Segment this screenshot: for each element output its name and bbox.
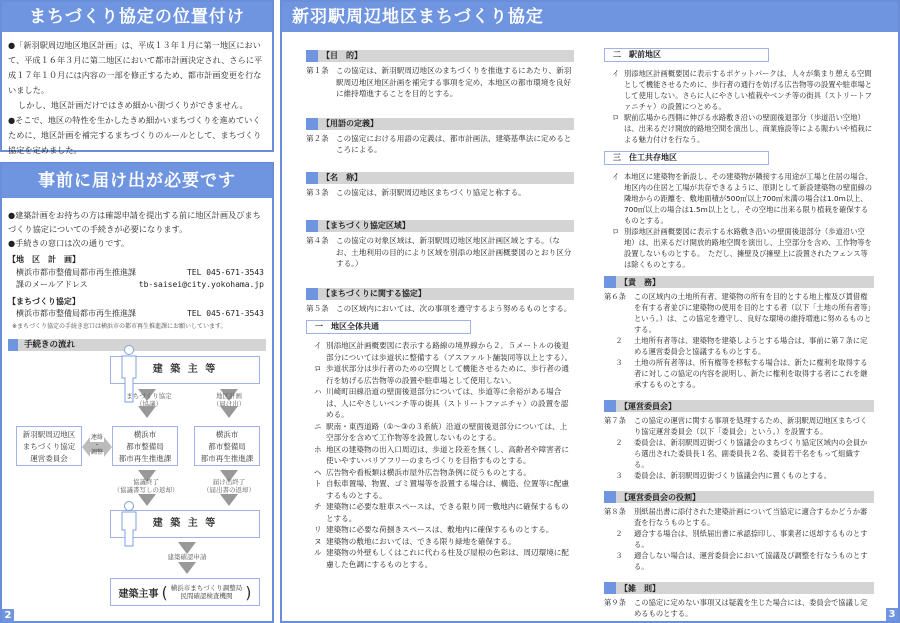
agreement-column-2	[604, 44, 874, 619]
heading-marker-icon	[306, 50, 318, 62]
article: 第６条 この区域内の土地所有者、建築物の所有を目的とする地上権及び賃借権を有する者並びに建築物の使用を目的とする者（以下「土地の所有者等」という。）は、この協定を遵守し、良好な環境の維持増進に努めるものとする。	[604, 292, 872, 334]
agreement-column-1	[306, 40, 574, 570]
provision-item: ロ 駅前広場から西側に伸びる水路敷き沿いの壁面後退部分（歩道沿い空地）は、出来るだけ開放的路地空間を演出し、商業施設等による賑わいや植栽による魅力付けを行なう。	[612, 113, 873, 144]
flow-arrow-down-icon	[178, 562, 196, 574]
article: 第５条 この区域内においては、次の事項を遵守するよう努めるものとする。	[306, 303, 572, 313]
contact-row	[8, 279, 266, 292]
contact-email-label: 課のメールアドレス	[16, 280, 88, 289]
contact-note: ※まちづくり協定の手続き窓口は横浜市の都市再生推進課にお願いしています。	[12, 322, 227, 330]
provision-item: ヘ 広告物や看板類は横浜市屋外広告物条例に従うものとする。	[314, 467, 532, 477]
flow-office-left: 横浜市 都市整備局 都市再生推進課	[112, 426, 178, 466]
person-icon	[120, 500, 138, 548]
notice-bullet-1: ●建築計画をお持ちの方は確認申請を提出する前に地区計画及びまちづくり協定についての手続きが必要になります。	[8, 210, 261, 234]
article-paragraph: ３ 適合しない場合は、運営委員会において協議及び調整を行なうものとする。	[615, 551, 868, 571]
heading-marker-icon	[306, 220, 318, 232]
prior-notice-title: 事前に届け出が必要です	[2, 164, 272, 198]
article-paragraph: ３ 土地の所有者等は、所有権等を移転する場合は、新たに権利を取得する者に対しこの協定の内容を説明し、新たに権利を取得する者にこれを継承するものとする。	[615, 358, 868, 389]
provision-item: イ 別添地区計画概要図に表示するポケットパークは、人々が集まり憩える空間として機能させるために、歩行者の通行を妨げる広告物等の設置や駐車場として使用しない。さらに人にやさしい植栽やベンチ等の街具（ストリートファニチャ）の設置につとめる。	[612, 69, 873, 111]
contact-district-plan	[8, 254, 266, 292]
provision-item: ニ 駅南・東西道路（①～③の３系統）沿道の壁面後退部分については、上空部分を含めて工作物等を設置しないものとする。	[314, 421, 568, 442]
article: 第７条 この協定の運営に関する事項を処理するため、新羽駅周辺地区まちづくり協定運営委員会（以下「委員会」という。）を設置する。	[604, 416, 868, 436]
contact-agreement	[8, 296, 266, 334]
article-paragraph: ２ 土地所有者等は、建築物を建築しようとする場合は、事前に第７条に定める運営委員会と協議するものとする。	[615, 336, 868, 356]
contact-office: 横浜市都市整備局都市再生推進課	[16, 267, 136, 277]
provision-item: ホ 地区の建築物の出入口周辺は、歩道と段差を無くし、高齢者や障害者に使いやすいバリアフリーのまちづくりを目指すものとする。	[314, 444, 569, 465]
flow-link-label: 連絡 ・ 調整	[90, 434, 103, 456]
heading-marker-icon	[604, 276, 616, 288]
flow-arrow-down-icon	[138, 406, 156, 418]
authority-main: 建築主事	[118, 588, 159, 600]
positioning-panel	[0, 0, 274, 155]
contact-heading: 【地 区 計 画】	[8, 255, 80, 264]
flow-label-notice-done: 届け出終了 （届出書の返却）	[203, 478, 255, 494]
flow-heading-label: 手続きの流れ	[24, 340, 76, 350]
page-number-left: 2	[2, 609, 14, 622]
section-heading: 【運営委員会】	[604, 400, 874, 412]
article-paragraph: ２ 委員会は、新羽駅周辺街づくり協議会のまちづくり協定区域内の会員から選出された委員長１名、副委員長２名、委員若干名をもって組織する。	[615, 438, 868, 469]
flow-arrow-down-icon	[220, 494, 238, 506]
provision-item: ヌ 建築物の敷地においては、できる限り緑地を確保する。	[314, 536, 516, 546]
flow-arrow-down-icon	[220, 406, 238, 418]
provision-item: イ 別添地区計画概要図に表示する路線の境界線から２．５メートルの後退部分については歩道状に整備する（アスファルト舗装同等以上とする）。	[314, 341, 573, 362]
provision-item: チ 建築物に必要な駐車スペースは、できる限り同一敷地内に確保するものとする。	[314, 502, 569, 523]
article: 第３条 この協定は、新羽駅周辺地区まちづくり協定と称する。	[306, 187, 526, 197]
page-number-right: 3	[886, 608, 898, 621]
paren-open: (	[161, 582, 168, 602]
positioning-body	[2, 32, 272, 158]
article: 第８条 別紙届出書に添付された建築計画について当協定に適合するかどうか審査を行なうものとする。	[604, 507, 868, 527]
flow-label-apply: 建築確認申請	[167, 553, 207, 561]
section-heading: 【運営委員会の役割】	[604, 491, 874, 503]
provision-item: ト 自転車置場、物置、ゴミ置場等を設置する場合は、構造、位置等に配慮するものとする。	[314, 479, 569, 500]
contact-phone[interactable]: TEL 045-671-3543	[186, 309, 264, 318]
zone-heading-residential-industrial: 三 住工共存地区	[604, 151, 769, 165]
provision-item: イ 本地区に建築物を新設し、その建築物が隣接する用途が工場と住居の場合、地区内の住居と工場が共存できるように、原則として新設建築物の壁面線の隣地からの距離を、敷地面積が500㎡以上700㎡未満の場合は1.0m以上、700㎡以上の場合は1.5m以上とし、その空地に出来る限り植栽を確保するものとする。	[612, 172, 873, 225]
section-heading: 【名 称】	[306, 172, 574, 184]
flow-label-agreement: まちづくり協定 （協議）	[126, 392, 172, 408]
provision-item: リ 建築物に必要な荷捌きスペースは、敷地内に確保するものとする。	[314, 525, 554, 534]
contact-heading: 【まちづくり協定】	[8, 296, 80, 306]
zone-heading-station-front: 二 駅前地区	[604, 48, 769, 62]
section-heading: 【まちづくり協定区域】	[306, 220, 574, 232]
flow-label-agreement-done: 協議終了 （協議書写しの返却）	[113, 478, 179, 494]
authority-sub: 横浜市まちづくり調整局 民間確認検査機関	[170, 584, 243, 600]
section-heading: 【まちづくりに関する協定】	[306, 288, 574, 300]
article: 第２条 この協定における用語の定義は、都市計画法、建築基準法に定めるところによる。	[306, 133, 572, 154]
contact-row	[8, 267, 266, 280]
section-heading: 【用語の定義】	[306, 118, 574, 130]
provision-item: ロ 別添地区計画概要図に表示する水路敷き沿いの壁面後退部分（歩道沿い空地）は、出来るだけ開放的路地空間を演出し、上空部分を含め、工作物等を設置しないものとする。 ただし、擁壁及び擁壁上に設置されたフェンス等は除くものとする。	[612, 227, 872, 269]
flow-label-district-plan: 地区計画 （届け出）	[212, 392, 246, 408]
contact-office: 横浜市都市整備局都市再生推進課	[16, 309, 136, 318]
flow-authority-box	[110, 578, 260, 606]
flow-office-right: 横浜市 都市整備局 都市再生推進課	[194, 426, 260, 466]
flow-arrow-down-icon	[138, 494, 156, 506]
provision-item: ル 建築物の外壁もしくはこれに代わる柱及び屋根の色彩は、周辺環境に配慮した色調にするものとする。	[314, 548, 569, 569]
flow-owner-top: 建 築 主 等	[110, 356, 260, 384]
heading-marker-icon	[306, 288, 318, 300]
contact-email-link[interactable]: tb-saisei@city.yokohama.jp	[138, 280, 264, 289]
agreement-panel	[280, 0, 900, 623]
article: 第１条 この協定は、新羽駅周辺地区のまちづくりを推進するにあたり、新羽駅周辺地区地区計画を補完する事項を定め、本地区の都市環境を良好に維持増進することを目的とする。	[306, 66, 572, 98]
heading-marker-icon	[604, 491, 616, 503]
prior-notice-panel	[0, 162, 274, 623]
positioning-title: まちづくり協定の位置付け	[2, 2, 272, 32]
notice-bullet-2: ●手続きの窓口は次の通りです。	[8, 238, 130, 248]
agreement-title: 新羽駅周辺地区まちづくり協定	[282, 2, 898, 32]
flow-owner-bottom: 建 築 主 等	[110, 510, 260, 538]
section-heading: 【雑 則】	[604, 582, 874, 594]
article-paragraph: ２ 適合する場合は、別紙届出書に承認捺印し、事業者に返却するものとする。	[615, 529, 868, 549]
positioning-paragraph-3: ●そこで、地区の特性を生かしたきめ細かいまちづくりを進めていくために、地区計画を補完するまちづくりのルールとして、まちづくり協定を定めました。	[8, 115, 262, 155]
zone-heading-all-district: 一 地区全体共通	[306, 320, 471, 334]
article-paragraph: ３ 委員会は、新羽駅周辺街づくり協議会内に置くものとする。	[615, 471, 832, 480]
section-heading: 【責 務】	[604, 276, 874, 288]
flow-committee-box: 新羽駅周辺地区 まちづくり協定 運営委員会	[16, 426, 82, 466]
contact-phone[interactable]: TEL 045-671-3543	[186, 267, 264, 277]
article: 第９条 この協定に定めない事項又は疑義を生じた場合には、委員会で協議し定めるものとする。	[604, 598, 868, 618]
heading-marker-icon	[604, 400, 616, 412]
provision-item: ハ 川崎町田線沿道の壁面後退部分については、歩道等に余裕がある場合は、人にやさしいベンチ等の街具（ストリートファニチャ）の設置を認める。	[314, 387, 569, 419]
positioning-paragraph-2: しかし、地区計画だけではきめ細かい街づくりができません。	[18, 100, 248, 110]
provision-item: ロ 歩道状部分は歩行者のための空間として機能させるために、歩行者の通行を妨げる広告物等の設置や駐車場として使用しない。	[314, 364, 569, 385]
heading-marker-icon	[8, 339, 18, 351]
paren-close: )	[245, 582, 252, 602]
section-heading: 【目 的】	[306, 50, 574, 62]
heading-marker-icon	[604, 582, 616, 594]
article: 第４条 この協定の対象区域は、新羽駅周辺地区地区計画区域とする。（なお、土地利用の目的により区域を別添の地区計画概要図のとおり区分する。）	[306, 236, 572, 268]
prior-notice-body	[2, 198, 272, 351]
contact-row	[8, 308, 266, 321]
heading-marker-icon	[306, 172, 318, 184]
heading-marker-icon	[306, 118, 318, 130]
positioning-paragraph-1: ●「新羽駅周辺地区地区計画」は、平成１３年１月に第一地区において、平成１６年３月に第二地区において都市計画決定され、さらに平成１７年１０月には内容の一部を修正するため、都市計画変更を行ないました。	[8, 40, 263, 95]
